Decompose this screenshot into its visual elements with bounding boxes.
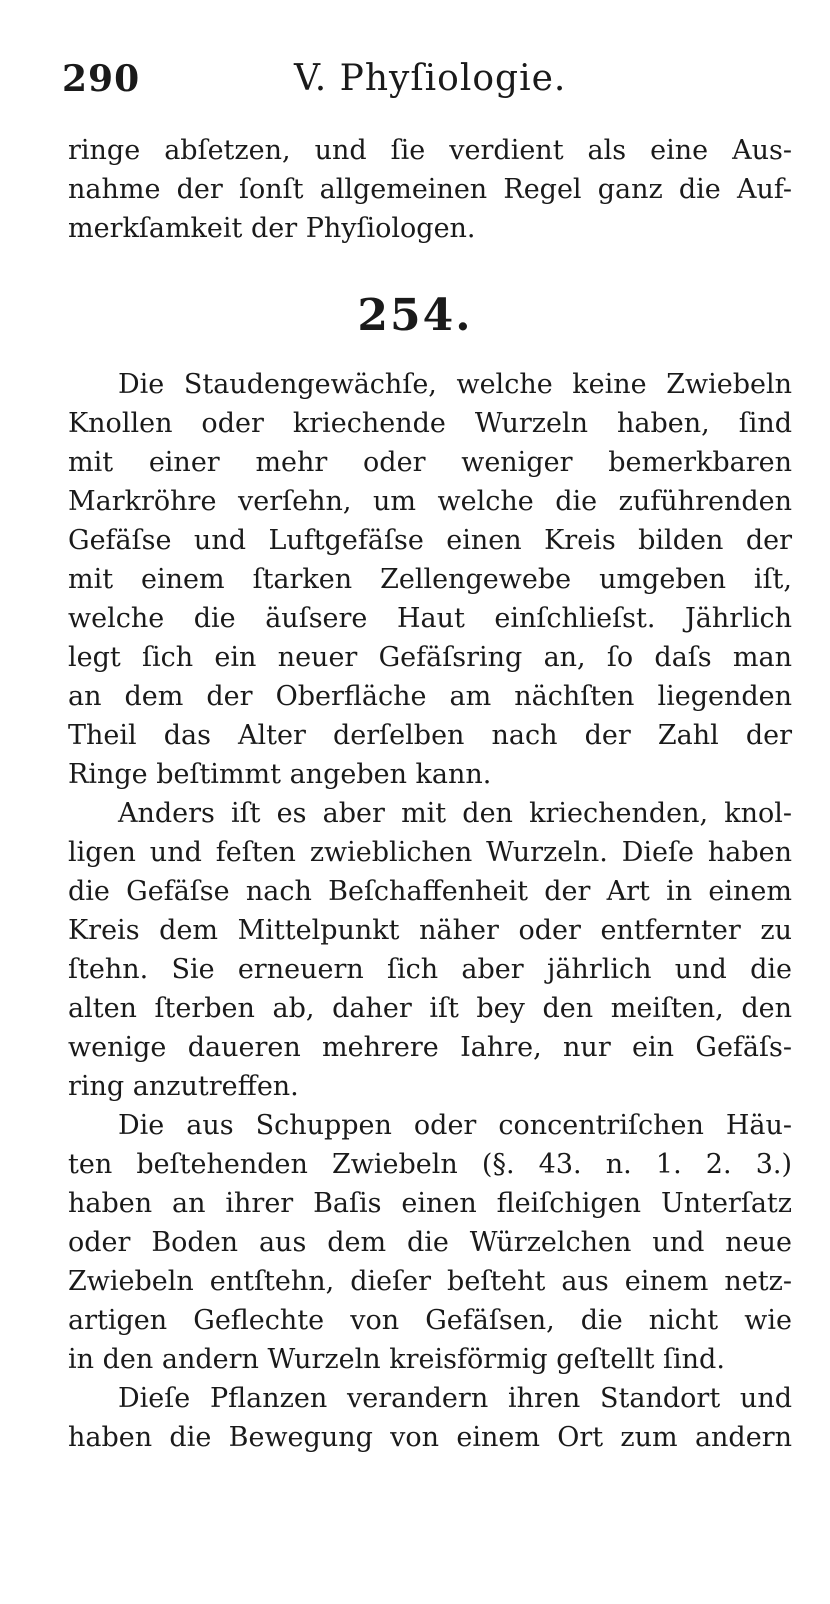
text-line: Kreis dem Mittelpunkt näher oder entfernter zu	[68, 915, 792, 946]
text-line: merkſamkeit der Phyſiologen.	[68, 213, 476, 244]
page-number: 290	[62, 58, 141, 100]
text-line: mit einem ſtarken Zellengewebe umgeben iſt,	[68, 564, 792, 595]
text-line: Knollen oder kriechende Wurzeln haben, ſind	[68, 408, 792, 439]
text-line: Die Staudengewächſe, welche keine Zwiebeln	[118, 369, 792, 400]
text-line: alten ſterben ab, daher iſt bey den meiſten, den	[68, 993, 792, 1024]
text-line: Gefäſse und Luftgefäſse einen Kreis bilden der	[68, 525, 792, 556]
paragraph-1	[68, 365, 792, 1457]
text-line: ſtehn. Sie erneuern ſich aber jährlich und die	[68, 954, 792, 985]
text-line: nahme der ſonſt allgemeinen Regel ganz die Auf-	[68, 174, 792, 205]
text-line: ligen und feſten zwieblichen Wurzeln. Dieſe haben	[68, 837, 792, 868]
text-line: Die aus Schuppen oder concentriſchen Häu-	[118, 1110, 792, 1141]
text-line: haben an ihrer Baſis einen fleiſchigen Unterſatz	[68, 1188, 792, 1219]
continuation-paragraph	[68, 131, 792, 248]
page-header	[62, 58, 782, 108]
running-head: V. Phyſiologie.	[294, 58, 567, 99]
text-line: legt ſich ein neuer Gefäſsring an, ſo daſs man	[68, 642, 792, 673]
text-line: artigen Geflechte von Gefäſsen, die nicht wie	[68, 1305, 792, 1336]
text-line: haben die Bewegung von einem Ort zum andern	[68, 1422, 792, 1453]
text-line: an dem der Oberfläche am nächſten liegenden	[68, 681, 792, 712]
text-line: wenige daueren mehrere Iahre, nur ein Gefäſs-	[68, 1032, 792, 1063]
text-line: Anders iſt es aber mit den kriechenden, knol-	[118, 798, 792, 829]
text-line: Markröhre verſehn, um welche die zuführenden	[68, 486, 792, 517]
text-line: Zwiebeln entſtehn, dieſer beſteht aus einem netz-	[68, 1266, 792, 1297]
text-line: Ringe beſtimmt angeben kann.	[68, 759, 492, 790]
section-number: 254.	[357, 290, 473, 341]
text-line: ten beſtehenden Zwiebeln (§. 43. n. 1. 2. 3.)	[68, 1149, 792, 1180]
text-line: oder Boden aus dem die Würzelchen und neue	[68, 1227, 792, 1258]
text-line: ringe abſetzen, und ſie verdient als eine Aus-	[68, 135, 792, 166]
text-line: Dieſe Pflanzen verandern ihren Standort und	[118, 1383, 792, 1414]
text-line: die Gefäſse nach Beſchaffenheit der Art in einem	[68, 876, 792, 907]
text-line: ring anzutreffen.	[68, 1071, 299, 1102]
text-line: Theil das Alter derſelben nach der Zahl der	[68, 720, 792, 751]
text-line: in den andern Wurzeln kreisförmig geſtellt ſind.	[68, 1344, 725, 1375]
text-line: mit einer mehr oder weniger bemerkbaren	[68, 447, 792, 478]
text-line: welche die äuſsere Haut einſchlieſst. Jährlich	[68, 603, 792, 634]
